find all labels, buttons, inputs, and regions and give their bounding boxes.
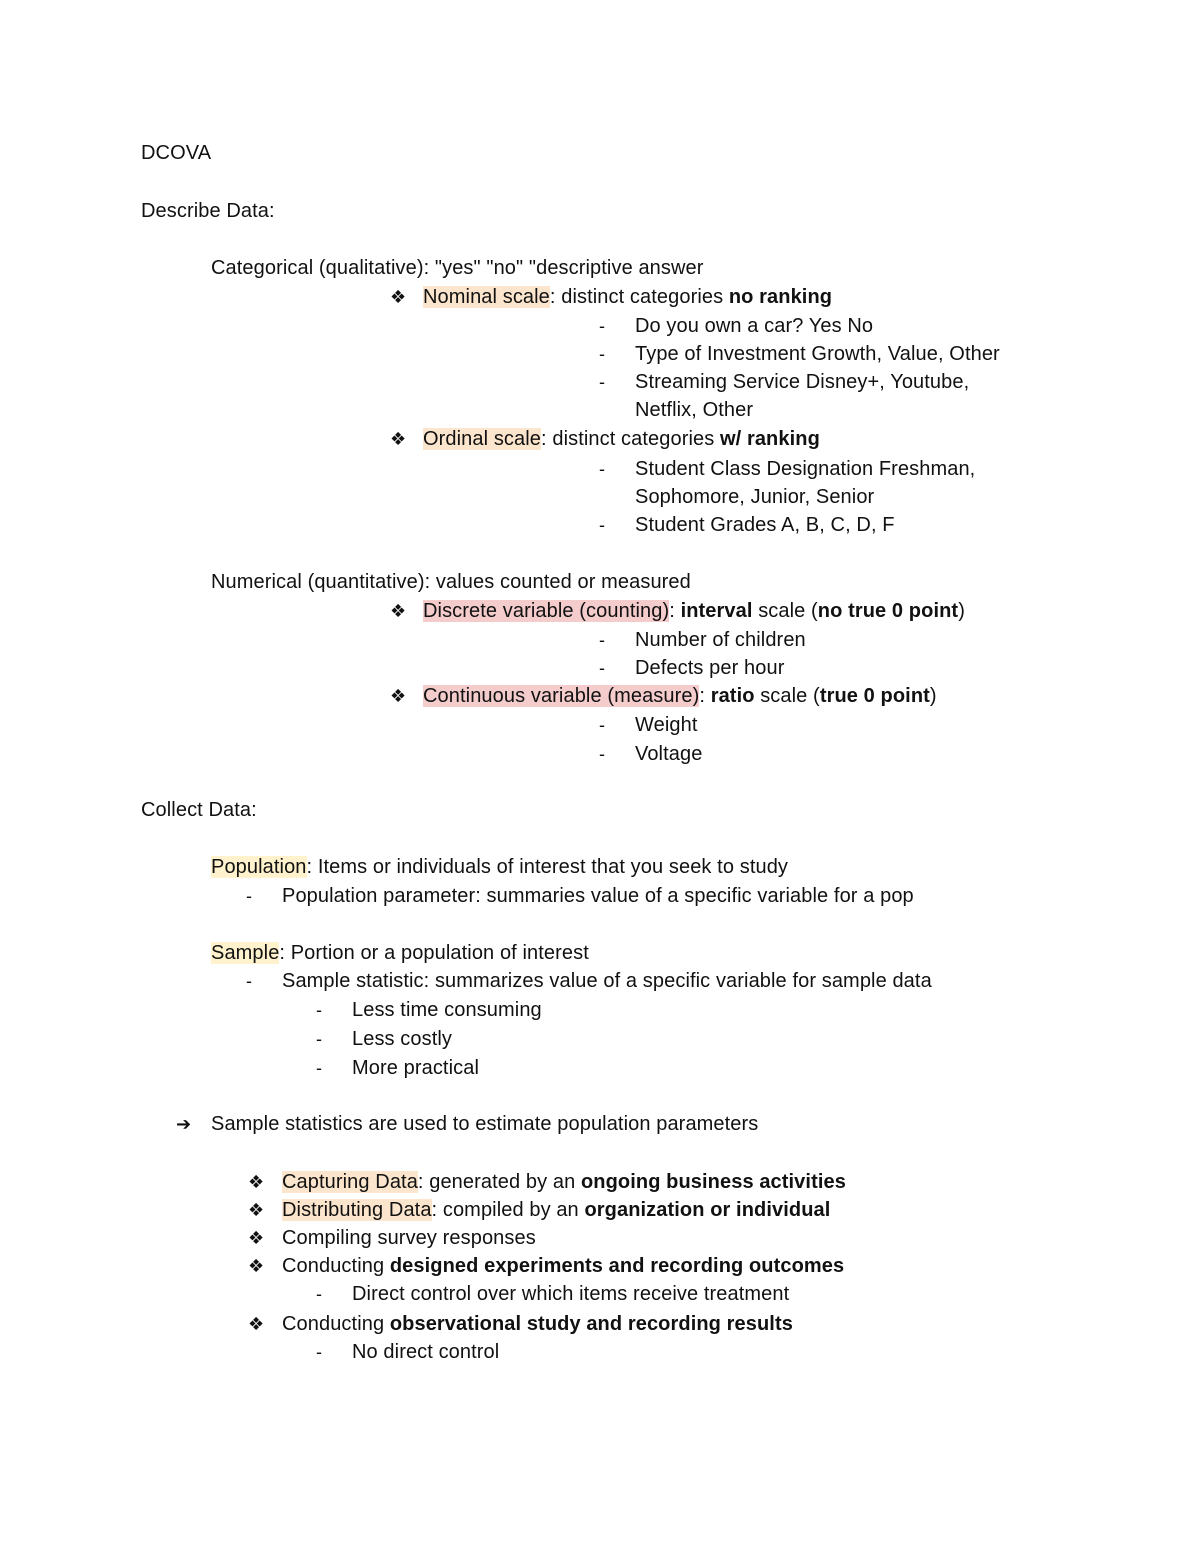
population-term: Population [211,856,307,878]
dash-bullet-icon: - [246,971,253,991]
ordinal-scale-item [423,427,820,451]
experiments-bold: designed experiments and recording outcomes [389,1255,845,1277]
sample-statistic: Sample statistic: summarizes value of a specific variable for sample data [282,970,932,992]
dash-bullet-icon: - [599,316,606,336]
continuous-bold-ratio: ratio [710,685,755,707]
capturing-data-bold: ongoing business activities [580,1171,846,1193]
nominal-example: Type of Investment Growth, Value, Other [635,343,1000,365]
continuous-example: Voltage [635,743,703,765]
dash-bullet-icon: - [599,459,606,479]
arrow-bullet-icon: ➔ [176,1114,192,1134]
dash-bullet-icon: - [316,1342,323,1362]
distributing-data-text: : compiled by an [431,1199,585,1221]
dash-bullet-icon: - [599,372,606,392]
capturing-data-text: : generated by an [417,1171,581,1193]
dash-bullet-icon: - [599,744,606,764]
discrete-example: Number of children [635,629,806,651]
experiments-item [282,1254,844,1278]
continuous-variable-item [423,684,937,708]
distributing-data-bold: organization or individual [584,1199,831,1221]
ordinal-example: Student Grades A, B, C, D, F [635,514,895,536]
continuous-end: ) [929,685,937,707]
dash-bullet-icon: - [316,1284,323,1304]
experiments-sub: Direct control over which items receive treatment [352,1283,790,1305]
diamond-bullet-icon: ❖ [390,287,407,307]
discrete-example: Defects per hour [635,657,785,679]
population-parameter: Population parameter: summaries value of a specific variable for a pop [282,885,914,907]
diamond-bullet-icon: ❖ [390,601,407,621]
discrete-end: ) [958,600,965,622]
survey-item: Compiling survey responses [282,1227,536,1249]
sample-reason: Less costly [352,1028,453,1050]
diamond-bullet-icon: ❖ [248,1172,265,1192]
discrete-sep: : [669,600,681,622]
dash-bullet-icon: - [599,630,606,650]
discrete-variable-term: Discrete variable (counting) [423,600,670,622]
nominal-scale-text: : distinct categories [549,286,729,308]
ordinal-scale-text: : distinct categories [541,428,720,450]
capturing-data-term: Capturing Data [282,1171,418,1193]
categorical-line: Categorical (qualitative): "yes" "no" "descriptive answer [211,257,704,279]
population-line [211,855,788,879]
nominal-example: Streaming Service Disney+, Youtube, [635,371,970,393]
observational-bold: observational study and recording results [389,1313,793,1335]
discrete-mid: scale ( [752,600,818,622]
nominal-scale-bold: no ranking [728,286,833,308]
observational-text: Conducting [282,1313,390,1335]
distributing-data-item [282,1198,830,1222]
document-title: DCOVA [141,142,212,164]
discrete-bold-interval: interval [680,600,753,622]
nominal-example: Do you own a car? Yes No [635,315,874,337]
arrow-note: Sample statistics are used to estimate population parameters [211,1113,759,1135]
continuous-variable-term: Continuous variable (measure) [423,685,700,707]
continuous-mid: scale ( [754,685,820,707]
diamond-bullet-icon: ❖ [248,1314,265,1334]
nominal-scale-term: Nominal scale [423,286,550,308]
experiments-text: Conducting [282,1255,390,1277]
observational-sub: No direct control [352,1341,500,1363]
sample-term: Sample [211,942,280,964]
dash-bullet-icon: - [599,715,606,735]
ordinal-scale-bold: w/ ranking [719,428,820,450]
sample-text: : Portion or a population of interest [279,942,589,964]
diamond-bullet-icon: ❖ [390,429,407,449]
dash-bullet-icon: - [316,1000,323,1020]
describe-data-heading: Describe Data: [141,200,275,222]
diamond-bullet-icon: ❖ [248,1228,265,1248]
discrete-variable-item [423,599,965,623]
capturing-data-item [282,1170,846,1194]
sample-reason: Less time consuming [352,999,542,1021]
continuous-sep: : [699,685,711,707]
observational-item [282,1312,793,1336]
diamond-bullet-icon: ❖ [390,686,407,706]
dash-bullet-icon: - [246,886,253,906]
nominal-example-continued: Netflix, Other [635,399,754,421]
numerical-line: Numerical (quantitative): values counted or measured [211,571,691,593]
dash-bullet-icon: - [316,1029,323,1049]
dash-bullet-icon: - [599,658,606,678]
diamond-bullet-icon: ❖ [248,1200,265,1220]
discrete-bold-point: no true 0 point [817,600,959,622]
continuous-example: Weight [635,714,698,736]
sample-line [211,941,589,965]
collect-data-heading: Collect Data: [141,799,257,821]
nominal-scale-item [423,285,832,309]
continuous-bold-point: true 0 point [819,685,930,707]
dash-bullet-icon: - [316,1058,323,1078]
dash-bullet-icon: - [599,515,606,535]
sample-reason: More practical [352,1057,479,1079]
ordinal-example: Student Class Designation Freshman, [635,458,976,480]
ordinal-scale-term: Ordinal scale [423,428,542,450]
diamond-bullet-icon: ❖ [248,1256,265,1276]
ordinal-example-continued: Sophomore, Junior, Senior [635,486,875,508]
population-text: : Items or individuals of interest that you seek to study [306,856,789,878]
distributing-data-term: Distributing Data [282,1199,432,1221]
dash-bullet-icon: - [599,344,606,364]
